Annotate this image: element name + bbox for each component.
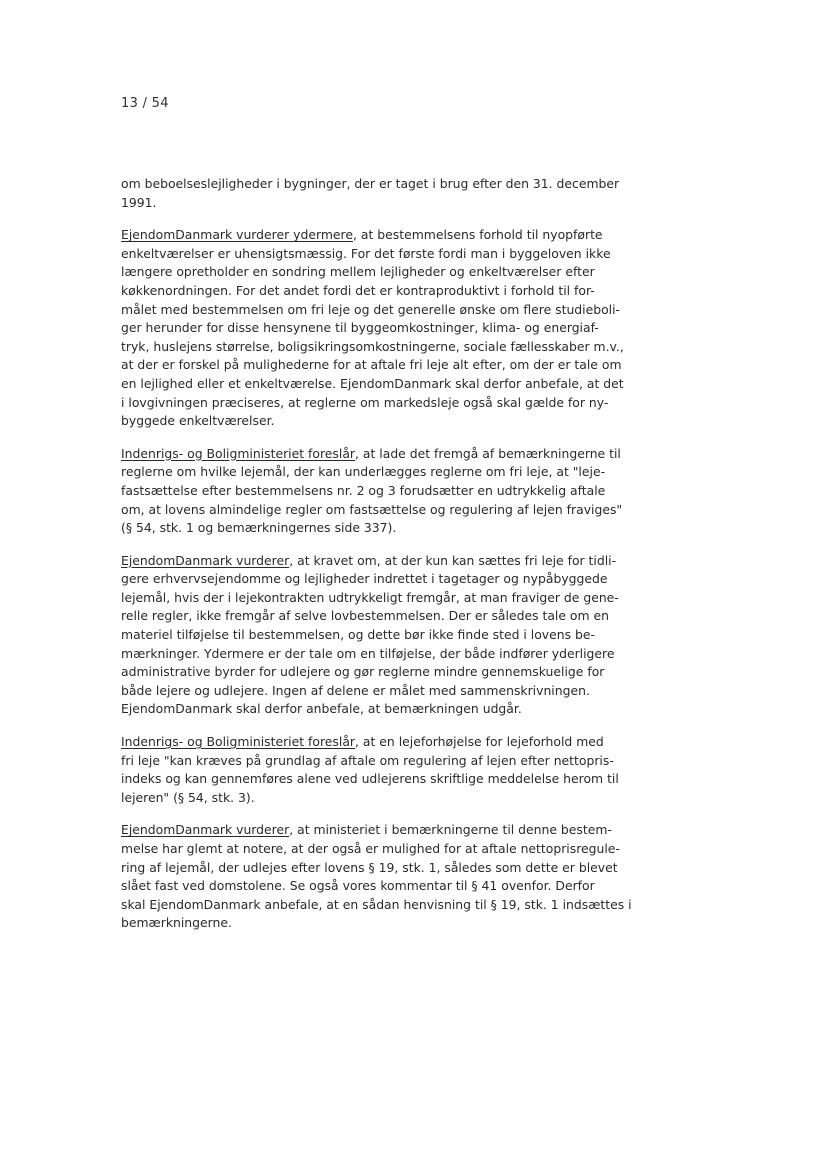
text-line [121,319,661,338]
text-line [121,282,661,301]
text-line [121,770,661,789]
page-number: 13 / 54 [121,96,169,111]
line-text: tryk, huslejens størrelse, boligsikringsomkostningerne, sociale fællesskaber m.v., [121,338,624,354]
line-text: både lejere og udlejere. Ingen af delene er målet med sammenskrivningen. [121,682,590,698]
underlined-lead-phrase: Indenrigs- og Boligministeriet foreslår [121,445,356,461]
line-text: ring af lejemål, der udlejes efter lovens § 19, stk. 1, således som dette er blevet [121,859,618,875]
line-text: om, at lovens almindelige regler om fastsættelse og regulering af lejen fraviges" [121,501,623,517]
text-line [121,626,661,645]
text-line [121,914,661,933]
text-line [121,859,661,878]
line-text: , at ministeriet i bemærkningerne til denne bestem- [289,822,612,838]
text-line [121,552,661,571]
line-text: målet med bestemmelsen om fri leje og det generelle ønske om flere studieboli- [121,301,621,317]
text-line [121,733,661,752]
text-line [121,501,661,520]
text-line [121,375,661,394]
underlined-lead-phrase: EjendomDanmark vurderer [121,822,290,838]
text-line [121,194,661,213]
line-text: , at lade det fremgå af bemærkningerne til [355,445,621,461]
line-text: mærkninger. Ydermere er der tale om en tilføjelse, der både indfører yderligere [121,645,615,661]
text-line [121,840,661,859]
line-text: skal EjendomDanmark anbefale, at en sådan henvisning til § 19, stk. 1 indsættes i [121,896,632,912]
line-text: indeks og kan gennemføres alene ved udlejerens skriftlige meddelelse herom til [121,771,619,787]
text-line [121,245,661,264]
text-line [121,589,661,608]
line-text: materiel tilføjelse til bestemmelsen, og dette bør ikke finde sted i lovens be- [121,627,595,643]
line-text: gere erhvervsejendomme og lejligheder indrettet i tagetager og nypåbyggede [121,571,608,587]
text-line [121,682,661,701]
line-text: fri leje "kan kræves på grundlag af aftale om regulering af lejen efter nettopris- [121,752,614,768]
underlined-lead-phrase: EjendomDanmark vurderer ydermere [121,227,353,243]
text-line [121,789,661,808]
line-text: melse har glemt at notere, at der også er mulighed for at aftale nettoprisregule- [121,841,620,856]
text-line [121,356,661,375]
text-line [121,301,661,320]
line-text: , at kravet om, at der kun kan sættes fri leje for tidli- [289,552,617,568]
line-text: i lovgivningen præciseres, at reglerne om markedsleje også skal gælde for ny- [121,394,609,410]
text-line [121,226,661,245]
text-line [121,394,661,413]
text-line [121,412,661,431]
line-text: 1991. [121,194,157,210]
underlined-lead-phrase: Indenrigs- og Boligministeriet foreslår [121,734,356,750]
paragraph [121,733,661,807]
document-body [121,175,661,947]
text-line [121,607,661,626]
text-line [121,896,661,915]
line-text: lejemål, hvis der i lejekontrakten udtrykkeligt fremgår, at man fraviger de gene- [121,589,619,605]
paragraph [121,821,661,933]
text-line [121,519,661,538]
paragraph [121,226,661,431]
underlined-lead-phrase: EjendomDanmark vurderer [121,552,290,568]
paragraph [121,552,661,719]
line-text: relle regler, ikke fremgår af selve lovbestemmelsen. Der er således tale om en [121,608,609,624]
line-text: en lejlighed eller et enkeltværelse. EjendomDanmark skal derfor anbefale, at det [121,375,624,391]
line-text: EjendomDanmark skal derfor anbefale, at bemærkningen udgår. [121,701,522,717]
line-text: ger herunder for disse hensynene til byggeomkostninger, klima- og energiaf- [121,320,599,336]
text-line [121,445,661,464]
line-text: enkeltværelser er uhensigtsmæssig. For det første fordi man i byggeloven ikke [121,245,611,261]
line-text: køkkenordningen. For det andet fordi det er kontraproduktivt i forhold til for- [121,282,595,298]
line-text: længere opretholder en sondring mellem lejligheder og enkeltværelser efter [121,264,595,280]
line-text: (§ 54, stk. 1 og bemærkningernes side 337). [121,520,397,536]
paragraph [121,175,661,212]
text-line [121,700,661,719]
line-text: at der er forskel på mulighederne for at aftale fri leje alt efter, om der er tale om [121,357,622,373]
line-text: byggede enkeltværelser. [121,413,275,429]
text-line [121,338,661,357]
line-text: , at en lejeforhøjelse for lejeforhold med [355,734,604,750]
line-text: slået fast ved domstolene. Se også vores kommentar til § 41 ovenfor. Derfor [121,878,595,894]
text-line [121,263,661,282]
text-line [121,482,661,501]
text-line [121,663,661,682]
line-text: administrative byrder for udlejere og gør reglerne mindre gennemskuelige for [121,664,605,680]
text-line [121,570,661,589]
line-text: lejeren" (§ 54, stk. 3). [121,789,255,805]
text-line [121,645,661,664]
text-line [121,752,661,771]
text-line [121,877,661,896]
text-line [121,463,661,482]
paragraph [121,445,661,538]
text-line [121,175,661,194]
line-text: om beboelseslejligheder i bygninger, der er taget i brug efter den 31. december [121,176,620,191]
text-line [121,821,661,840]
line-text: fastsættelse efter bestemmelsens nr. 2 og 3 forudsætter en udtrykkelig aftale [121,482,606,498]
line-text: , at bestemmelsens forhold til nyopførte [353,227,603,243]
line-text: reglerne om hvilke lejemål, der kan underlægges reglerne om fri leje, at "leje- [121,464,606,480]
line-text: bemærkningerne. [121,915,232,931]
